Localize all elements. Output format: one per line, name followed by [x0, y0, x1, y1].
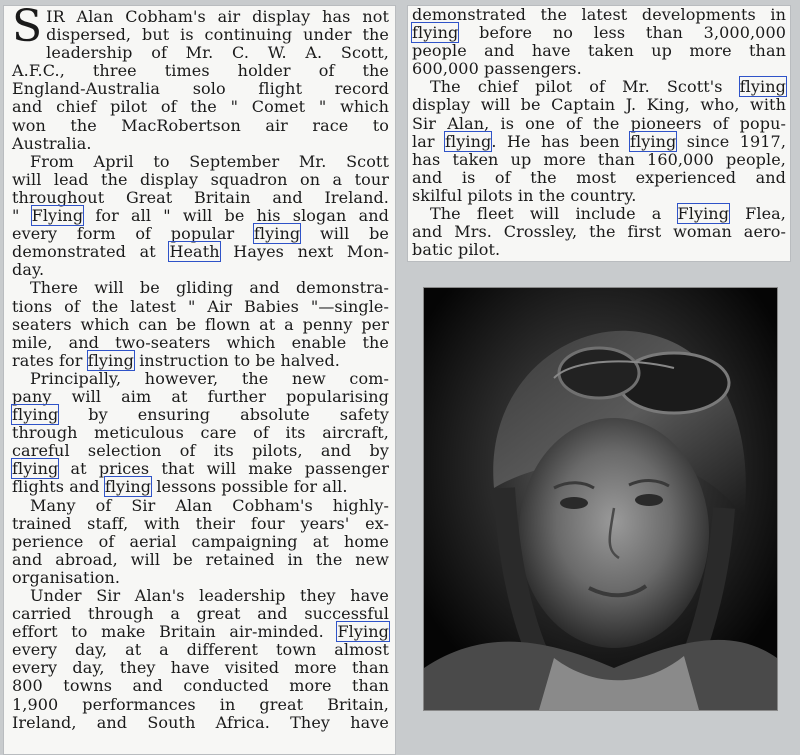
highlighted-word: Flying [337, 622, 389, 642]
left-column-text [12, 8, 389, 732]
text-line: Many of Sir Alan Cobham's highly- [30, 495, 389, 515]
highlighted-word: flying [445, 131, 492, 151]
text-fragment: effort to make Britain air-minded. [12, 622, 338, 642]
text-line: Principally, however, the new com- [30, 368, 389, 388]
text-line: seaters which can be flown at a penny per [12, 314, 389, 334]
text-line: IR Alan Cobham's air display has not [46, 7, 389, 26]
text-line: people and have taken up more than [412, 41, 786, 61]
text-fragment: since 1917, [676, 131, 787, 151]
text-line [412, 78, 786, 96]
text-line: There will be gliding and demonstra- [30, 278, 389, 298]
drop-cap: S [12, 6, 43, 52]
text-fragment: Hayes next Mon- [219, 242, 390, 262]
text-fragment: demonstrated at [12, 242, 170, 262]
highlighted-word: flying [630, 131, 677, 151]
text-fragment: rates for [12, 350, 88, 370]
text-line: 800 towns and conducted more than [12, 676, 389, 696]
text-line [12, 225, 389, 243]
text-fragment: . He has been [491, 131, 630, 151]
highlighted-word: flying [12, 459, 59, 479]
text-line: every day, they have visited more than [12, 658, 389, 678]
highlighted-word: flying [87, 350, 135, 370]
text-line [12, 352, 389, 370]
text-fragment: lessons possible for all. [151, 477, 348, 497]
text-fragment: flights and [12, 477, 105, 497]
text-line: England-Australia solo flight record [12, 79, 389, 99]
text-line [12, 207, 389, 225]
text-line: display will be Captain J. King, who, with [412, 95, 786, 115]
text-line: careful selection of its pilots, and by [12, 441, 389, 461]
highlighted-word: flying [739, 77, 786, 97]
text-line: carried through a great and successful [12, 604, 389, 624]
text-fragment: will be [300, 224, 389, 244]
highlighted-word: flying [412, 23, 459, 43]
text-line: won the MacRobertson air race to [12, 115, 389, 135]
highlighted-word: Flying [31, 206, 84, 226]
text-line: dispersed, but is continuing under the [46, 25, 389, 45]
right-column-clipping [408, 6, 790, 261]
portrait-photo [424, 288, 777, 710]
text-fragment: " [12, 206, 32, 226]
text-line: From April to September Mr. Scott [30, 151, 389, 171]
text-line: Under Sir Alan's leadership they have [30, 586, 389, 605]
aviator-portrait-image [424, 288, 777, 710]
text-line: perience of aerial campaigning at home [12, 531, 389, 551]
text-line: skilful pilots in the country. [412, 185, 637, 205]
text-fragment: by ensuring absolute safety [58, 405, 389, 425]
text-fragment: before no less than 3,000,000 [458, 23, 786, 43]
text-line: mile, and two-seaters which enable the [12, 332, 389, 352]
text-line: and abroad, will be retained in the new [12, 549, 389, 569]
highlighted-word: flying [12, 405, 59, 425]
text-line [12, 623, 389, 641]
text-fragment: every form of popular [12, 224, 254, 244]
text-line: day. [12, 260, 45, 280]
text-line [12, 406, 389, 424]
text-line: pany will aim at further popularising [12, 386, 389, 406]
text-fragment: The chief pilot of Mr. Scott's [430, 77, 740, 97]
text-line: every day, at a different town almost [12, 640, 389, 660]
highlighted-word: flying [253, 224, 301, 244]
text-fragment: instruction to be halved. [134, 350, 340, 370]
text-fragment: at prices that will make passenger [58, 459, 389, 479]
text-line: trained staff, with their four years' ex- [12, 513, 389, 533]
highlighted-word: flying [104, 477, 152, 497]
text-fragment: for all " will be his slogan and [83, 206, 389, 226]
text-line: has taken up more than 160,000 people, [412, 149, 786, 169]
text-line [12, 478, 389, 496]
text-line: will lead the display squadron on a tour [12, 169, 389, 189]
text-line: and is of the most experienced and [412, 167, 786, 187]
text-line: leadership of Mr. C. W. A. Scott, [46, 43, 389, 63]
text-line: 1,900 performances in great Britain, [12, 694, 389, 714]
text-line: through meticulous care of its aircraft, [12, 423, 389, 443]
text-line [412, 24, 786, 42]
text-line: Sir Alan, is one of the pioneers of popu- [412, 113, 786, 133]
text-line: A.F.C., three times holder of the [12, 61, 389, 81]
text-line: and chief pilot of the " Comet " which [12, 97, 389, 117]
text-line: Australia. [12, 133, 92, 153]
text-line: organisation. [12, 567, 121, 587]
text-line: demonstrated the latest developments in [412, 6, 786, 24]
text-line [12, 460, 389, 478]
right-column-text [412, 6, 786, 259]
highlighted-word: Flying [677, 204, 730, 224]
highlighted-word: Heath [169, 242, 220, 262]
text-line: Ireland, and South Africa. They have [12, 712, 389, 732]
left-column-clipping [4, 6, 395, 754]
text-line [412, 133, 786, 151]
text-line [12, 243, 389, 261]
text-line: tions of the latest " Air Babies "—single- [12, 296, 389, 316]
text-fragment: lar [412, 131, 446, 151]
text-line [412, 205, 786, 223]
text-line: throughout Great Britain and Ireland. [12, 187, 389, 207]
text-fragment: Flea, [729, 204, 786, 224]
text-line: batic pilot. [412, 240, 501, 260]
text-line: and Mrs. Crossley, the first woman aero- [412, 222, 786, 242]
text-fragment: The fleet will include a [430, 204, 678, 224]
text-line: 600,000 passengers. [412, 59, 582, 79]
